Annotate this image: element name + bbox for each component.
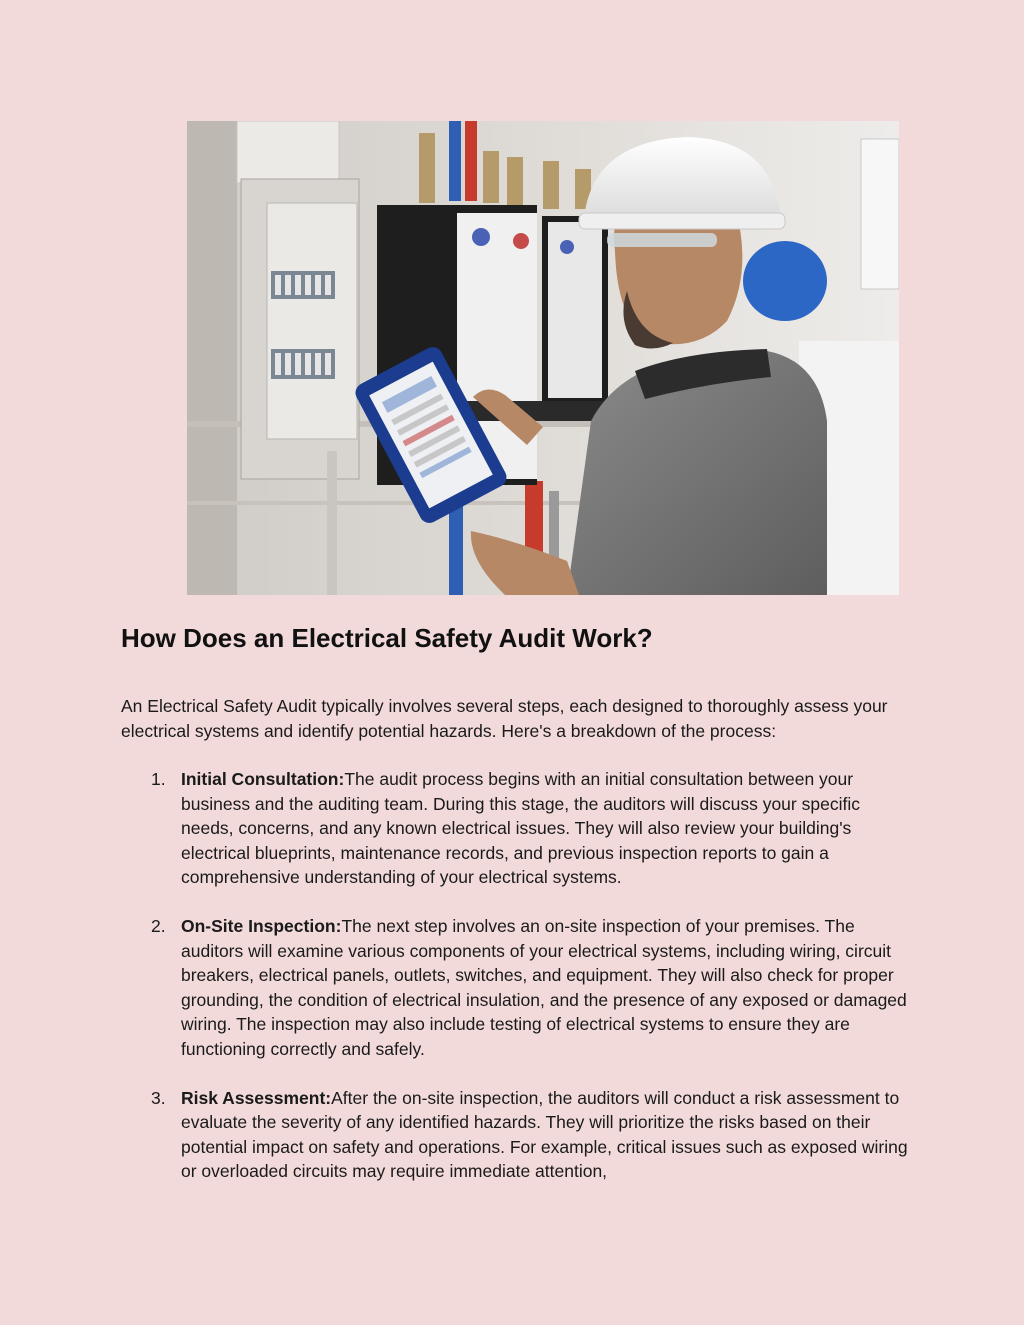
step-initial-consultation (121, 767, 911, 890)
step-title: On-Site Inspection: (181, 916, 342, 936)
step-title: Initial Consultation: (181, 769, 345, 789)
page-title: How Does an Electrical Safety Audit Work? (121, 623, 653, 653)
step-risk-assessment (121, 1086, 911, 1184)
step-text: The audit process begins with an initial consultation between your business and the auditing team. During this stage, the auditors will discuss your specific needs, concerns, and any known electrical issues. They will also review your building's electrical blueprints, maintenance records, and previous inspection reports to gain a comprehensive understanding of your electrical systems. (181, 769, 860, 887)
step-number: 2. (151, 916, 166, 936)
step-title: Risk Assessment: (181, 1087, 332, 1108)
electrician-illustration (187, 121, 899, 595)
electrician-photo (187, 121, 899, 595)
process-steps-list (121, 767, 911, 1208)
intro-paragraph: An Electrical Safety Audit typically involves several steps, each designed to thoroughly assess your electrical systems and identify potential hazards. Here's a breakdown of the process: (121, 696, 888, 741)
step-text: The next step involves an on-site inspection of your premises. The auditors will examine various components of your electrical systems, including wiring, circuit breakers, electrical panels, outlets, switches, and equipment. They will also check for proper grounding, the condition of electrical insulation, and the presence of any exposed or damaged wiring. The inspection may also include testing of electrical systems to ensure they are functioning correctly and safely. (181, 916, 907, 1059)
step-on-site-inspection (121, 914, 911, 1061)
step-text: After the on-site inspection, the auditors will conduct a risk assessment to evaluate the severity of any identified hazards. They will prioritize the risks based on their potential impact on safety and operations. For example, critical issues such as exposed wiring or overloaded circuits may require immediate attention, (181, 1087, 908, 1181)
step-number: 1. (151, 769, 166, 789)
step-number: 3. (151, 1087, 166, 1108)
